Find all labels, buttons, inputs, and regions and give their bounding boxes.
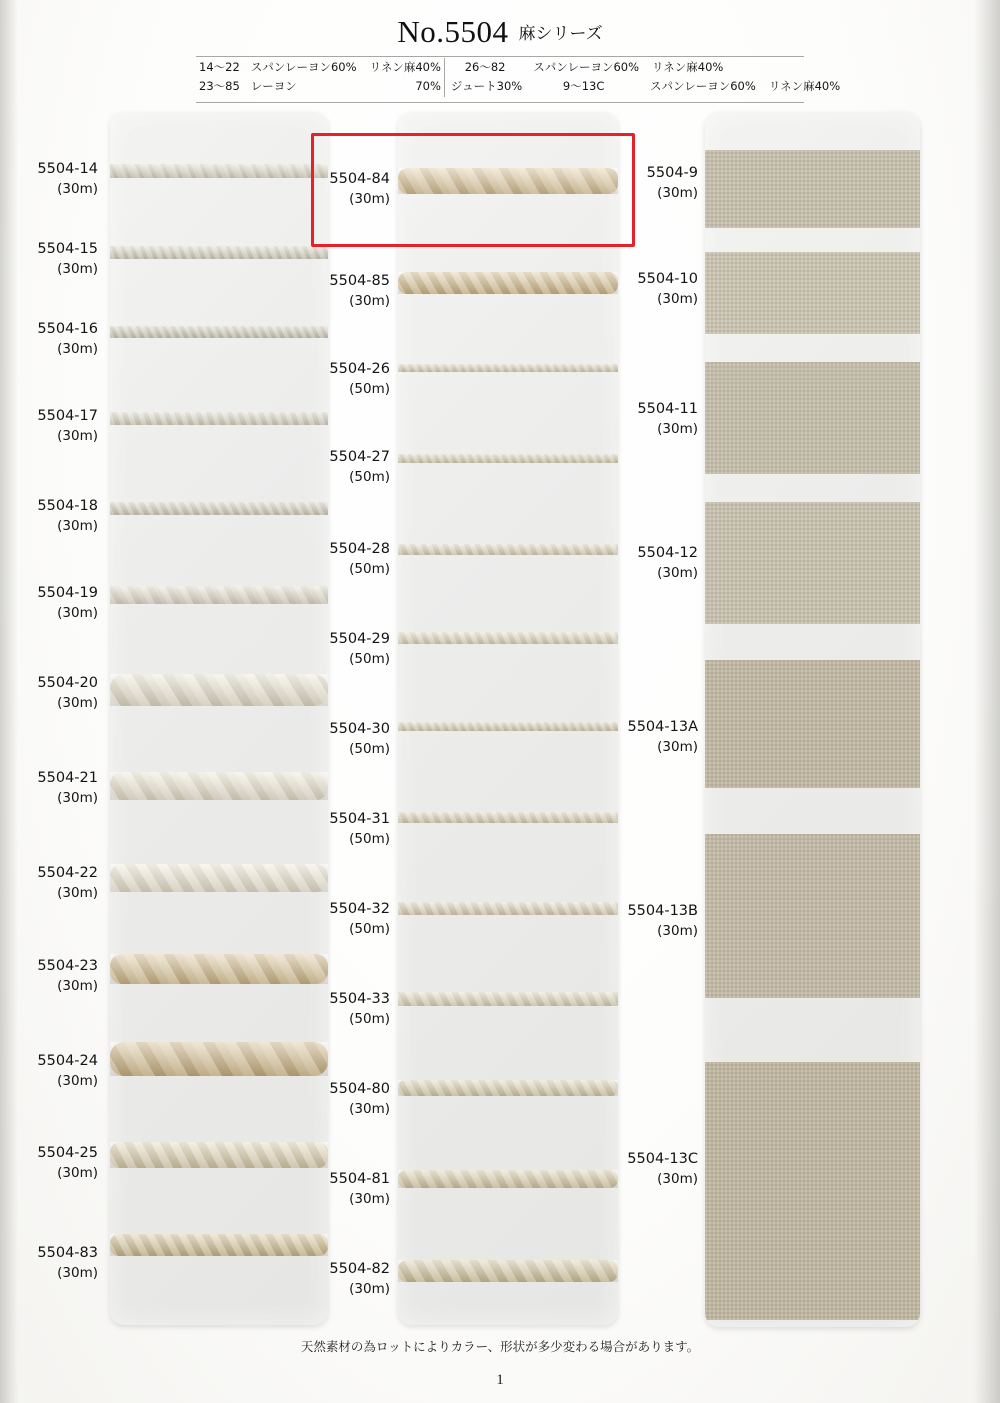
swatch-label-5504-26: 5504-26 (50m) (329, 361, 390, 397)
swatch-label-5504-32: 5504-32 (50m) (329, 901, 390, 937)
spec-percent-1: 70% (415, 79, 441, 94)
fabric-sample-5504-10 (705, 252, 920, 334)
swatch-card-3 (705, 112, 920, 1327)
specification-table (196, 58, 843, 97)
trim-sample-5504-85 (398, 272, 618, 294)
swatch-label-5504-19: 5504-19 (30m) (37, 585, 98, 621)
trim-sample-5504-31 (398, 812, 618, 823)
spec-material-4: リネン麻40% (768, 79, 841, 94)
swatch-label-5504-83: 5504-83 (30m) (37, 1245, 98, 1281)
swatch-label-5504-9: 5504-9 (30m) (646, 165, 698, 201)
trim-sample-5504-17 (110, 412, 328, 425)
trim-sample-5504-83 (110, 1234, 328, 1256)
trim-sample-5504-18 (110, 502, 328, 515)
trim-sample-5504-26 (398, 364, 618, 372)
swatch-label-5504-21: 5504-21 (30m) (37, 770, 98, 806)
trim-sample-5504-82 (398, 1260, 618, 1282)
swatch-label-5504-11: 5504-11 (30m) (637, 401, 698, 437)
trim-sample-5504-32 (398, 902, 618, 915)
page-number: 1 (496, 1372, 504, 1388)
trim-sample-5504-30 (398, 722, 618, 731)
swatch-label-5504-25: 5504-25 (30m) (37, 1145, 98, 1181)
swatch-label-5504-23: 5504-23 (30m) (37, 958, 98, 994)
spec-row (196, 77, 843, 96)
swatch-label-5504-18: 5504-18 (30m) (37, 498, 98, 534)
swatch-card-2 (398, 112, 618, 1325)
spec-range: 14〜22 (199, 60, 240, 74)
fabric-sample-5504-12 (705, 502, 920, 624)
swatch-label-5504-22: 5504-22 (30m) (37, 865, 98, 901)
swatch-label-5504-31: 5504-31 (50m) (329, 811, 390, 847)
swatch-card-1 (110, 112, 328, 1325)
fabric-sample-5504-9 (705, 150, 920, 228)
swatch-label-5504-17: 5504-17 (30m) (37, 408, 98, 444)
trim-sample-5504-24 (110, 1042, 328, 1076)
page-title (0, 14, 1000, 50)
swatch-label-5504-82: 5504-82 (30m) (329, 1261, 390, 1297)
swatch-label-5504-33: 5504-33 (50m) (329, 991, 390, 1027)
trim-sample-5504-23 (110, 954, 328, 984)
swatch-label-5504-13B: 5504-13B (30m) (627, 903, 698, 939)
trim-sample-5504-25 (110, 1142, 328, 1168)
swatch-label-5504-16: 5504-16 (30m) (37, 321, 98, 357)
trim-sample-5504-33 (398, 992, 618, 1006)
swatch-label-5504-80: 5504-80 (30m) (329, 1081, 390, 1117)
trim-sample-5504-81 (398, 1170, 618, 1188)
spec-range: 23〜85 (199, 79, 240, 94)
title-main: No.5504 (397, 14, 509, 49)
swatch-label-5504-30: 5504-30 (50m) (329, 721, 390, 757)
swatch-label-5504-13C: 5504-13C (30m) (627, 1151, 698, 1187)
trim-sample-5504-20 (110, 674, 328, 706)
trim-sample-5504-21 (110, 772, 328, 800)
swatch-label-5504-85: 5504-85 (30m) (329, 273, 390, 309)
swatch-label-5504-28: 5504-28 (50m) (329, 541, 390, 577)
spec-row (196, 58, 843, 77)
footnote: 天然素材の為ロットによりカラー、形状が多少変わる場合があります。 (300, 1339, 700, 1354)
trim-sample-5504-27 (398, 454, 618, 463)
trim-sample-5504-14 (110, 164, 328, 178)
swatch-label-5504-14: 5504-14 (30m) (37, 161, 98, 197)
swatch-label-5504-10: 5504-10 (30m) (637, 271, 698, 307)
fabric-sample-5504-13A (705, 660, 920, 788)
spec-range-2: 9〜13C (562, 79, 605, 94)
swatch-label-5504-12: 5504-12 (30m) (637, 545, 698, 581)
fabric-sample-5504-11 (705, 362, 920, 474)
trim-sample-5504-84 (398, 168, 618, 194)
spec-material-4: リネン麻40% (652, 60, 724, 74)
trim-sample-5504-19 (110, 586, 328, 604)
spec-rule-top (196, 56, 804, 57)
swatch-label-5504-15: 5504-15 (30m) (37, 241, 98, 277)
trim-sample-5504-29 (398, 632, 618, 644)
swatch-label-5504-81: 5504-81 (30m) (329, 1171, 390, 1207)
trim-sample-5504-80 (398, 1080, 618, 1096)
spec-material-1: スパンレーヨン60% (250, 60, 357, 74)
spec-material-3: スパンレーヨン60% (533, 60, 640, 74)
title-sub: 麻シリーズ (518, 24, 603, 44)
fabric-sample-5504-13C (705, 1062, 920, 1320)
swatch-label-5504-20: 5504-20 (30m) (37, 675, 98, 711)
swatch-label-5504-13A: 5504-13A (30m) (627, 719, 698, 755)
spec-material-1: レーヨン (250, 79, 297, 94)
fabric-sample-5504-13B (705, 834, 920, 998)
trim-sample-5504-22 (110, 864, 328, 892)
swatch-label-5504-84: 5504-84 (30m) (329, 171, 390, 207)
spec-material-2: ジュート30% (444, 77, 525, 96)
spec-rule-bottom (196, 102, 804, 103)
spec-material-3: スパンレーヨン60% (650, 79, 756, 94)
trim-sample-5504-28 (398, 544, 618, 555)
spec-material-2: リネン麻40% (369, 60, 441, 74)
swatch-label-5504-29: 5504-29 (50m) (329, 631, 390, 667)
swatch-label-5504-27: 5504-27 (50m) (329, 449, 390, 485)
spec-range-2: 26〜82 (444, 58, 525, 77)
swatch-label-5504-24: 5504-24 (30m) (37, 1053, 98, 1089)
trim-sample-5504-16 (110, 326, 328, 338)
trim-sample-5504-15 (110, 246, 328, 259)
